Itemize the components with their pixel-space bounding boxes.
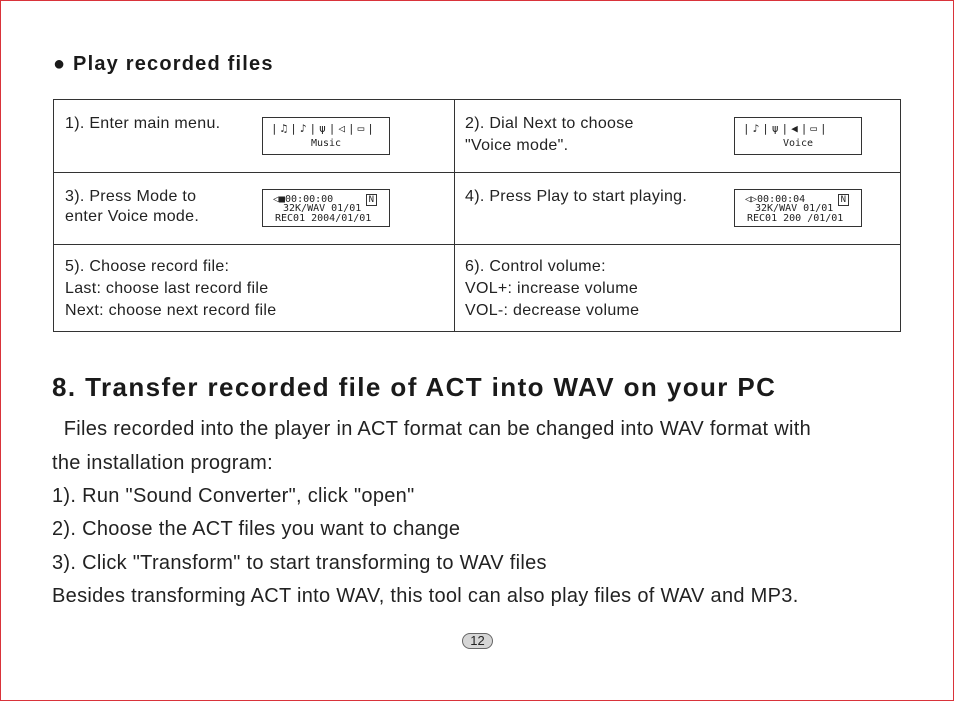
main-heading: 8. Transfer recorded file of ACT into WAV on your PC [52,372,777,402]
step-5-line-2: Last: choose last record file [65,280,269,297]
step-1-text: 1). Enter main menu. [65,115,221,132]
lcd-badge: N [366,194,377,206]
body-line: the installation program: [52,452,273,474]
menu-icons: |♫|♪|ψ|◁|▭| [271,122,377,135]
step-6-line-1: 6). Control volume: [465,258,606,275]
lcd-record-name: REC01 2004/01/01 [275,213,372,224]
lcd-time: ◁■00:00:00 [273,194,334,205]
lcd-music-screen [262,117,390,155]
lcd-format: 32K/WAV 01/01 [755,203,834,214]
table-row [54,245,900,331]
step-6-line-3: VOL-: decrease volume [465,302,640,319]
lcd-badge: N [838,194,849,206]
section-heading: ● Play recorded files [53,53,274,75]
lcd-record-select-screen [262,189,390,227]
body-line: 1). Run "Sound Converter", click "open" [52,485,415,507]
lcd-label: Voice [782,138,814,149]
page-number: 12 [462,633,493,649]
lcd-time: ◁▷00:00:04 [745,194,806,205]
lcd-format: 32K/WAV 01/01 [283,203,362,214]
step-2-line-2: "Voice mode". [465,137,569,154]
step-2-line-1: 2). Dial Next to choose [465,115,634,132]
lcd-voice-screen [734,117,862,155]
table-row [54,173,900,245]
step-5-line-1: 5). Choose record file: [65,258,230,275]
step-5-line-3: Next: choose next record file [65,302,277,319]
step-6-line-2: VOL+: increase volume [465,280,639,297]
body-line: 3). Click "Transform" to start transforming to WAV files [52,552,547,574]
body-line: 2). Choose the ACT files you want to change [52,518,461,540]
step-4-text: 4). Press Play to start playing. [465,188,688,205]
lcd-record-play-screen [734,189,862,227]
body-line: Files recorded into the player in ACT format can be changed into WAV format with [52,418,812,440]
steps-table [53,99,901,332]
step-3-line-2: enter Voice mode. [65,208,200,225]
menu-icons: |♪|ψ|◀|▭| [743,122,830,135]
lcd-record-name: REC01 200 /01/01 [747,213,844,224]
lcd-label: Music [310,138,342,149]
step-3-line-1: 3). Press Mode to [65,188,197,205]
table-row [54,100,900,173]
body-line: Besides transforming ACT into WAV, this tool can also play files of WAV and MP3. [52,585,799,607]
